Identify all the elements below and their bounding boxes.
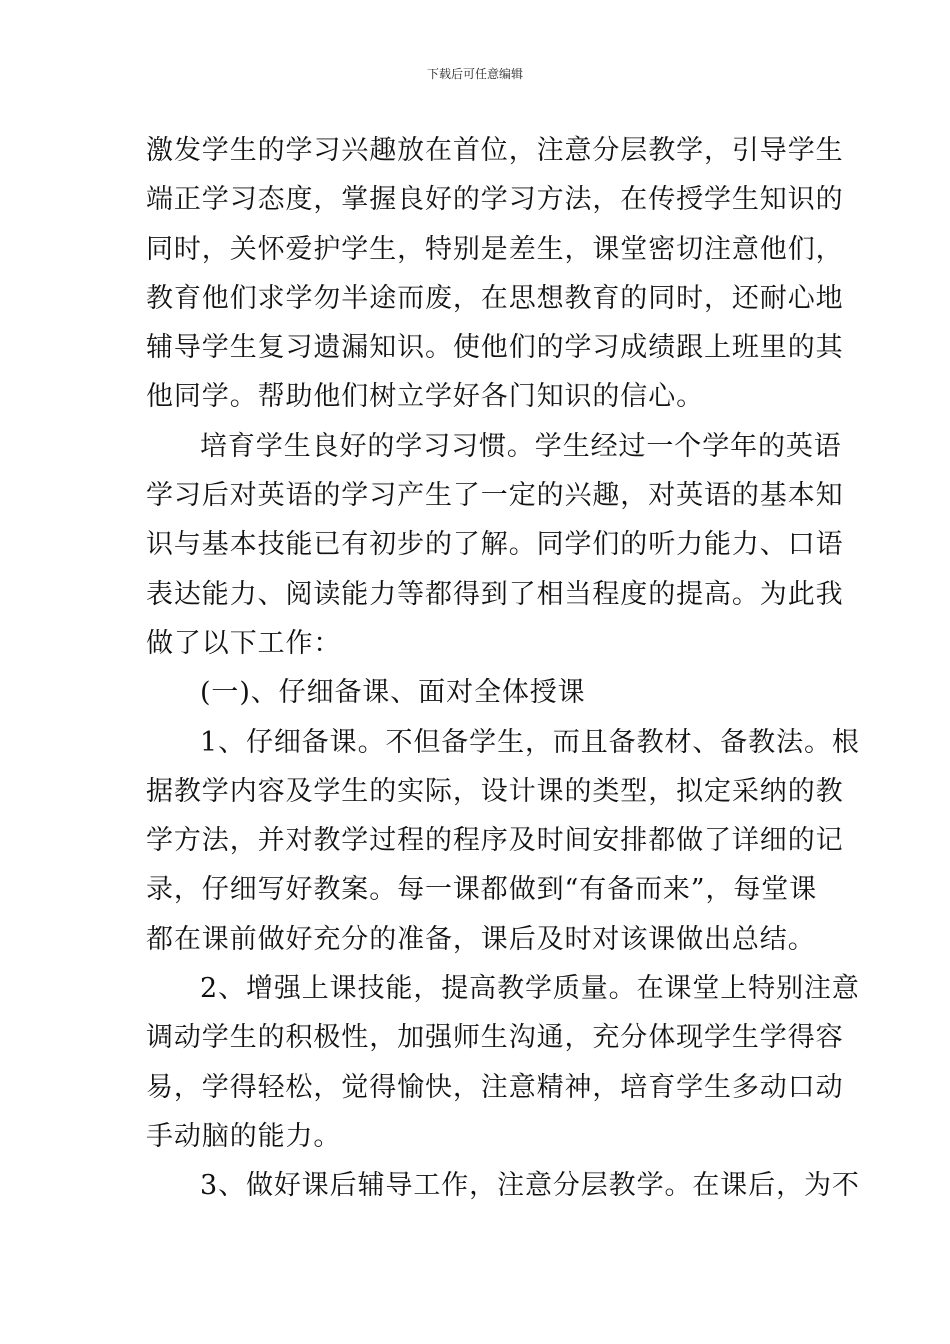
text-line: 端正学习态度，掌握良好的学习方法，在传授学生知识的 bbox=[146, 184, 844, 216]
paragraph-start-line: 2、增强上课技能，提高教学质量。在课堂上特别注意 bbox=[200, 973, 860, 1005]
text-line: 辅导学生复习遗漏知识。使他们的学习成绩跟上班里的其 bbox=[146, 332, 844, 364]
text-line: 同时，关怀爱护学生，特别是差生，课堂密切注意他们， bbox=[146, 233, 844, 265]
section-heading: (一)、仔细备课、面对全体授课 bbox=[200, 677, 586, 709]
document-body bbox=[146, 126, 860, 1211]
paragraph-start-line: 培育学生良好的学习习惯。学生经过一个学年的英语 bbox=[200, 430, 842, 462]
text-line: 激发学生的学习兴趣放在首位，注意分层教学，引导学生 bbox=[146, 135, 844, 166]
text-line: 识与基本技能已有初步的了解。同学们的听力能力、口语 bbox=[146, 529, 844, 561]
text-line: 做了以下工作： bbox=[146, 627, 342, 659]
page-header: 下载后可任意编辑 bbox=[426, 67, 523, 81]
paragraph-start-line: 1、仔细备课。不但备学生，而且备教材、备教法。根 bbox=[200, 726, 860, 758]
text-line: 学习后对英语的学习产生了一定的兴趣，对英语的基本知 bbox=[146, 480, 844, 512]
text-line: 他同学。帮助他们树立学好各门知识的信心。 bbox=[146, 381, 704, 413]
text-line: 据教学内容及学生的实际，设计课的类型，拟定采纳的教 bbox=[146, 775, 844, 807]
text-line: 易，学得轻松，觉得愉快，注意精神，培育学生多动口动 bbox=[146, 1071, 844, 1103]
text-line: 表达能力、阅读能力等都得到了相当程度的提高。为此我 bbox=[146, 578, 844, 610]
text-line: 学方法，并对教学过程的程序及时间安排都做了详细的记 bbox=[146, 825, 844, 857]
text-line: 录，仔细写好教案。每一课都做到“有备而来”，每堂课 bbox=[146, 874, 818, 906]
text-line: 手动脑的能力。 bbox=[146, 1120, 342, 1152]
text-line: 教育他们求学勿半途而废，在思想教育的同时，还耐心地 bbox=[146, 282, 844, 314]
paragraph-start-line: 3、做好课后辅导工作，注意分层教学。在课后，为不 bbox=[200, 1170, 860, 1202]
text-line: 调动学生的积极性，加强师生沟通，充分体现学生学得容 bbox=[146, 1022, 844, 1054]
text-line: 都在课前做好充分的准备，课后及时对该课做出总结。 bbox=[146, 923, 816, 955]
